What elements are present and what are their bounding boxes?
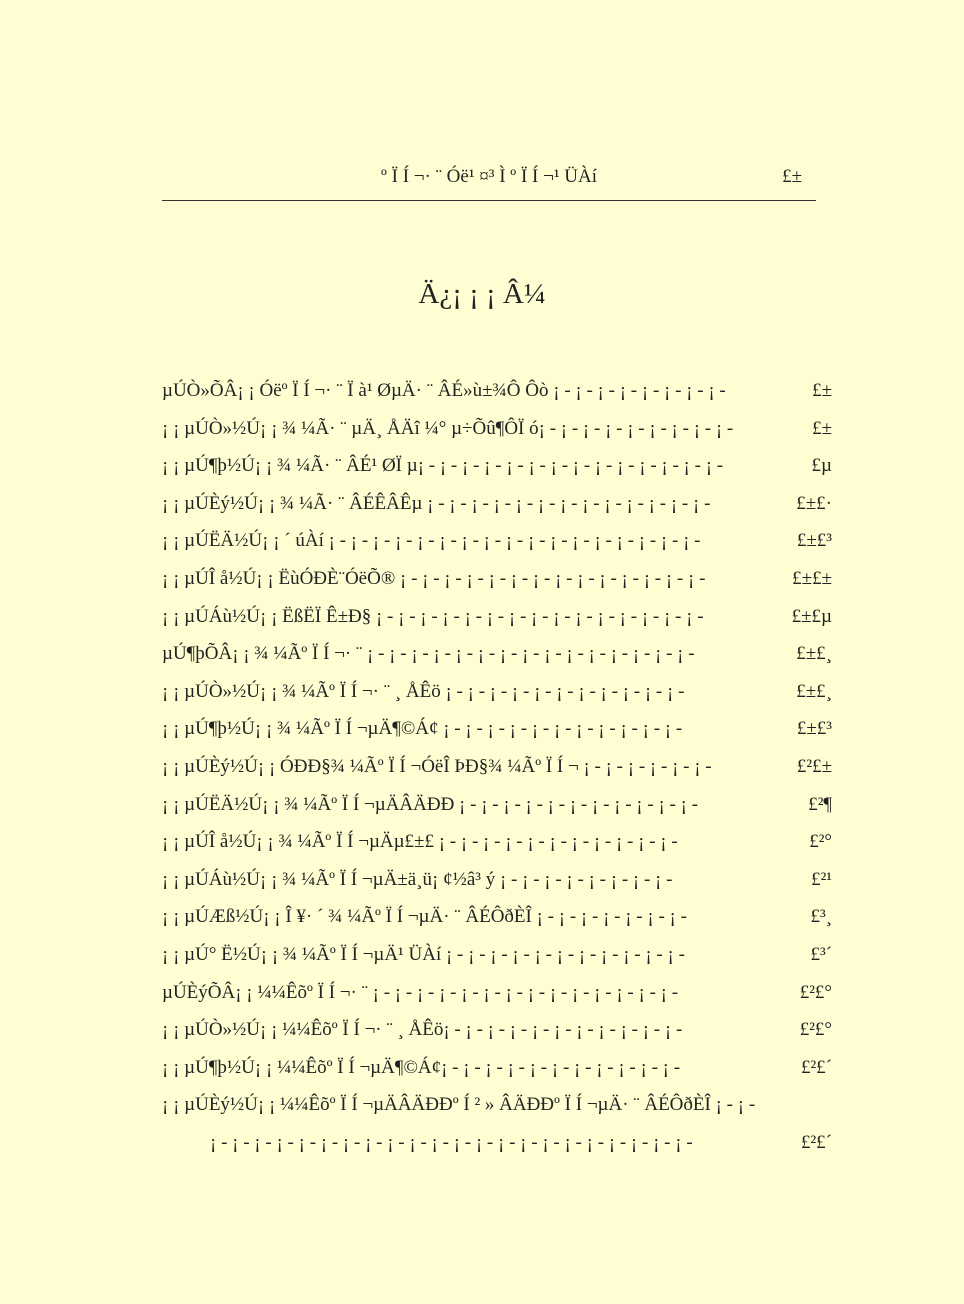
toc-entry-page-number: £±£¸ [796,643,832,665]
toc-entry [162,372,832,410]
toc-entry [162,1124,832,1162]
toc-entry [162,522,832,560]
toc-entry-page-number: £±£³ [796,718,832,740]
toc-entry [162,560,832,598]
toc-entry [162,1086,832,1124]
toc-entry-title: ¡ ¡ µÚËÄ½Ú¡ ¡ ´ úÀí ¡ - ¡ - ¡ - ¡ - ¡ - ¡ - ¡ - ¡ - ¡ - ¡ - ¡ - ¡ - ¡ - ¡ - ¡ - ¡ - ¡ - [162,530,701,552]
toc-entry-page-number: £µ [811,455,832,477]
toc-entry-page-number: £±£¸ [796,680,832,702]
toc-entry [162,673,832,711]
toc-entry [162,1049,832,1087]
toc-entry-page-number: £²£° [799,981,832,1003]
toc-entry-page-number: £²£´ [800,1131,832,1153]
toc-entry-title: ¡ ¡ µÚÎ å½Ú¡ ¡ ¾ ¼Ãº Ï Í ¬µÄµ£±£ ¡ - ¡ - ¡ - ¡ - ¡ - ¡ - ¡ - ¡ - ¡ - ¡ - ¡ - [162,831,678,853]
toc-entry-title: µÚ¶þÕÂ¡ ¡ ¾ ¼Ãº Ï Í ¬· ¨ ¡ - ¡ - ¡ - ¡ - ¡ - ¡ - ¡ - ¡ - ¡ - ¡ - ¡ - ¡ - ¡ - ¡ - ¡ - [162,643,695,665]
header-title: º Ï Í ¬· ¨ Óë¹ ¤³ Ì º Ï Í ¬¹ ÜÀí [381,166,597,187]
toc-entry-page-number: £²£° [799,1019,832,1041]
toc-entry-page-number: £²£´ [800,1056,832,1078]
contents-heading: Ä¿¡ ¡ ¡ Â¼ [418,278,546,310]
toc-entry-page-number: £²¶ [808,793,832,815]
toc-entry-title: ¡ ¡ µÚÆß½Ú¡ ¡ Î ¥· ´ ¾ ¼Ãº Ï Í ¬µÄ· ¨ ÂÉÔðÈÎ ¡ - ¡ - ¡ - ¡ - ¡ - ¡ - ¡ - [162,906,687,928]
toc-entry-page-number: £²° [809,831,832,853]
toc-entry-page-number: £± [812,417,832,439]
toc-entry [162,710,832,748]
toc-entry-page-number: £³´ [810,943,832,965]
toc-entry-title: ¡ ¡ µÚËÄ½Ú¡ ¡ ¾ ¼Ãº Ï Í ¬µÄÂÄÐÐ ¡ - ¡ - ¡ - ¡ - ¡ - ¡ - ¡ - ¡ - ¡ - ¡ - ¡ - [162,793,699,815]
toc-entry-title: ¡ ¡ µÚ¶þ½Ú¡ ¡ ¾ ¼Ãº Ï Í ¬µÄ¶©Á¢ ¡ - ¡ - ¡ - ¡ - ¡ - ¡ - ¡ - ¡ - ¡ - ¡ - ¡ - [162,718,683,740]
toc-entry-title: µÚÒ»ÕÂ¡ ¡ Óëº Ï Í ¬· ¨ Ï à¹ ØµÄ· ¨ ÂÉ»ù±¾Ô Ôò ¡ - ¡ - ¡ - ¡ - ¡ - ¡ - ¡ - ¡ - [162,380,726,401]
toc-entry-title: ¡ ¡ µÚÈý½Ú¡ ¡ ¼¼Êõº Ï Í ¬µÄÂÄÐÐº Í ² » ÂÄÐÐº Ï Í ¬µÄ· ¨ ÂÉÔðÈÎ ¡ - ¡ - [162,1094,756,1116]
toc-entry-page-number: £±£± [792,567,832,589]
toc-entry [162,786,832,824]
toc-entry [162,598,832,636]
table-of-contents [162,372,832,1161]
toc-entry [162,485,832,523]
toc-entry [162,447,832,485]
toc-entry-title: ¡ ¡ µÚÁù½Ú¡ ¡ ËßËÏ Ê±Ð§ ¡ - ¡ - ¡ - ¡ - ¡ - ¡ - ¡ - ¡ - ¡ - ¡ - ¡ - ¡ - ¡ - ¡ - ¡ - [162,605,704,627]
toc-entry-page-number: £±£µ [791,605,832,627]
toc-entry [162,1011,832,1049]
toc-entry-title: ¡ - ¡ - ¡ - ¡ - ¡ - ¡ - ¡ - ¡ - ¡ - ¡ - ¡ - ¡ - ¡ - ¡ - ¡ - ¡ - ¡ - ¡ - ¡ - ¡ - ¡ - ¡ - [210,1131,693,1153]
toc-entry [162,936,832,974]
toc-entry-page-number: £²¹ [811,868,832,890]
toc-entry-page-number: £±£· [796,492,832,514]
toc-entry-title: ¡ ¡ µÚÁù½Ú¡ ¡ ¾ ¼Ãº Ï Í ¬µÄ±ä¸ü¡ ¢½â³ ý ¡ - ¡ - ¡ - ¡ - ¡ - ¡ - ¡ - ¡ - [162,868,673,890]
toc-entry [162,974,832,1012]
toc-entry-title: ¡ ¡ µÚÈý½Ú¡ ¡ ¾ ¼Ã· ¨ ÂÉÊÂÊµ ¡ - ¡ - ¡ - ¡ - ¡ - ¡ - ¡ - ¡ - ¡ - ¡ - ¡ - ¡ - ¡ - [162,492,711,514]
toc-entry [162,748,832,786]
toc-entry-page-number: £± [812,380,832,401]
toc-entry [162,898,832,936]
toc-entry-title: ¡ ¡ µÚÒ»½Ú¡ ¡ ¼¼Êõº Ï Í ¬· ¨ ¸ ÅÊö¡ - ¡ - ¡ - ¡ - ¡ - ¡ - ¡ - ¡ - ¡ - ¡ - ¡ - [162,1019,683,1041]
toc-entry-page-number: £²£± [796,755,832,777]
toc-entry-title: ¡ ¡ µÚÎ å½Ú¡ ¡ ËùÓÐÈ¨ÓëÕ® ¡ - ¡ - ¡ - ¡ - ¡ - ¡ - ¡ - ¡ - ¡ - ¡ - ¡ - ¡ - ¡ - ¡ - [162,567,706,589]
running-header [162,160,816,201]
toc-entry-title: ¡ ¡ µÚÒ»½Ú¡ ¡ ¾ ¼Ãº Ï Í ¬· ¨ ¸ ÅÊö ¡ - ¡ - ¡ - ¡ - ¡ - ¡ - ¡ - ¡ - ¡ - ¡ - ¡ - [162,680,685,702]
toc-entry [162,635,832,673]
toc-entry [162,823,832,861]
toc-entry-title: ¡ ¡ µÚÈý½Ú¡ ¡ ÓÐÐ§¾ ¼Ãº Ï Í ¬ÓëÎ ÞÐ§¾ ¼Ãº Ï Í ¬ ¡ - ¡ - ¡ - ¡ - ¡ - ¡ - [162,755,712,777]
toc-entry [162,861,832,899]
toc-entry [162,410,832,448]
toc-entry-title: ¡ ¡ µÚÒ»½Ú¡ ¡ ¾ ¼Ã· ¨ µÄ¸ ÅÄî ¼° µ÷Õû¶ÔÏ ó¡ - ¡ - ¡ - ¡ - ¡ - ¡ - ¡ - ¡ - ¡ - [162,417,734,439]
toc-entry-title: ¡ ¡ µÚ¶þ½Ú¡ ¡ ¾ ¼Ã· ¨ ÂÉ¹ ØÏ µ¡ - ¡ - ¡ - ¡ - ¡ - ¡ - ¡ - ¡ - ¡ - ¡ - ¡ - ¡ - ¡ - ¡ - [162,455,724,477]
toc-entry-title: ¡ ¡ µÚ¶þ½Ú¡ ¡ ¼¼Êõº Ï Í ¬µÄ¶©Á¢¡ - ¡ - ¡ - ¡ - ¡ - ¡ - ¡ - ¡ - ¡ - ¡ - ¡ - [162,1056,681,1078]
toc-entry-page-number: £³¸ [810,906,832,928]
header-page-number: £± [782,166,802,187]
toc-entry-title: ¡ ¡ µÚ° Ë½Ú¡ ¡ ¾ ¼Ãº Ï Í ¬µÄ¹ ÜÀí ¡ - ¡ - ¡ - ¡ - ¡ - ¡ - ¡ - ¡ - ¡ - ¡ - ¡ - [162,943,685,965]
toc-entry-title: µÚÈýÕÂ¡ ¡ ¼¼Êõº Ï Í ¬· ¨ ¡ - ¡ - ¡ - ¡ - ¡ - ¡ - ¡ - ¡ - ¡ - ¡ - ¡ - ¡ - ¡ - ¡ - [162,981,679,1003]
toc-entry-page-number: £±£³ [796,530,832,552]
